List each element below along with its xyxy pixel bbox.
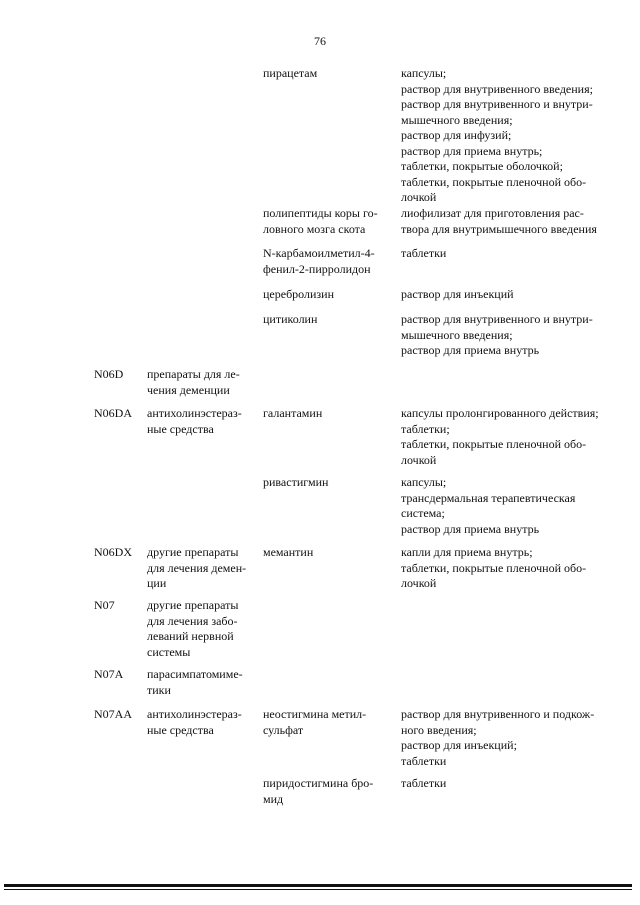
drug-name: полипептиды коры го- ловного мозга скота xyxy=(263,206,378,236)
drug-name: неостигмина метил- сульфат xyxy=(263,707,367,737)
dosage-forms: раствор для внутривенного и подкож- ного введения; раствор для инъекций; таблетки xyxy=(401,707,595,768)
group-name: парасимпатомиме- тики xyxy=(147,667,243,697)
group-name: препараты для ле- чения деменции xyxy=(147,367,240,397)
drug-name: ривастигмин xyxy=(263,475,329,489)
drug-name: пиридостигмина бро- мид xyxy=(263,776,374,806)
drug-name: мемантин xyxy=(263,545,314,559)
atc-code: N06D xyxy=(94,367,124,381)
dosage-forms: лиофилизат для приготовления рас- твора для внутримышечного введения xyxy=(401,206,597,236)
group-name: антихолинэстераз- ные средства xyxy=(147,707,242,737)
atc-code: N07A xyxy=(94,667,124,681)
group-name: другие препараты для лечения забо- леваний нервной системы xyxy=(147,598,239,659)
dosage-forms: капсулы пролонгированного действия; таблетки; таблетки, покрытые пленочной обо- лочкой xyxy=(401,406,599,467)
dosage-forms: раствор для внутривенного и внутри- мышечного введения; раствор для приема внутрь xyxy=(401,312,593,357)
drug-name: галантамин xyxy=(263,406,323,420)
dosage-forms: капсулы; раствор для внутривенного введения; раствор для внутривенного и внутри- мышечного введения; раствор для инфузий; раствор для приема внутрь; таблетки, покрытые оболочкой; таблетки, покрытые пленочной обо- лочкой xyxy=(401,66,593,204)
dosage-forms: раствор для инъекций xyxy=(401,287,514,301)
atc-code: N06DA xyxy=(94,406,132,420)
dosage-forms: таблетки xyxy=(401,246,447,260)
dosage-forms: капли для приема внутрь; таблетки, покрытые пленочной обо- лочкой xyxy=(401,545,587,590)
drug-name: цитиколин xyxy=(263,312,318,326)
atc-code: N07AA xyxy=(94,707,132,721)
page-number: 76 xyxy=(314,34,326,48)
drug-name: N-карбамоилметил-4- фенил-2-пирролидон xyxy=(263,246,375,276)
drug-name: пирацетам xyxy=(263,66,318,80)
group-name: другие препараты для лечения демен- ции xyxy=(147,545,247,590)
group-name: антихолинэстераз- ные средства xyxy=(147,406,242,436)
dosage-forms: капсулы; трансдермальная терапевтическая система; раствор для приема внутрь xyxy=(401,475,576,536)
footer-rule-thick xyxy=(4,884,632,887)
footer-rule-thin xyxy=(4,889,632,890)
drug-name: церебролизин xyxy=(263,287,335,301)
atc-code: N07 xyxy=(94,598,115,612)
dosage-forms: таблетки xyxy=(401,776,447,790)
atc-code: N06DX xyxy=(94,545,132,559)
